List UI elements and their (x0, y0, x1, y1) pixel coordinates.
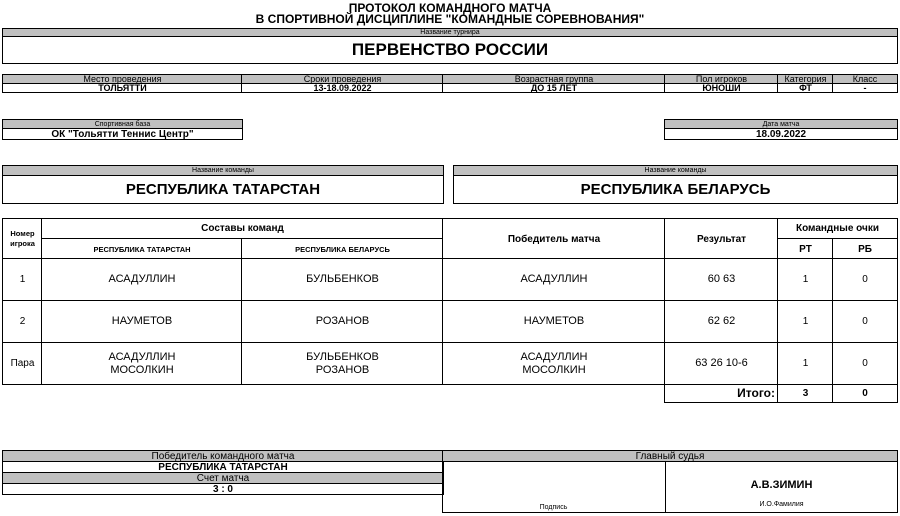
class-label: Класс (832, 74, 898, 84)
row1-points-rt: 1 (777, 258, 834, 301)
signature-field[interactable] (442, 461, 666, 513)
row1-winner: АСАДУЛЛИН (442, 258, 666, 301)
team-points-header: Командные очки (777, 218, 898, 239)
team2-column-header: РЕСПУБЛИКА БЕЛАРУСЬ (241, 238, 444, 260)
points-rb-header: РБ (832, 238, 898, 260)
category-value: ФТ (777, 83, 834, 93)
row3-result: 63 26 10-6 (664, 342, 779, 385)
age-group-label: Возрастная группа (442, 74, 666, 84)
category-label: Категория (777, 74, 834, 84)
team-winner-value: РЕСПУБЛИКА ТАТАРСТАН (2, 461, 444, 473)
row1-team2-player: БУЛЬБЕНКОВ (241, 258, 444, 301)
dates-value: 13-18.09.2022 (241, 83, 444, 93)
match-score-label: Счет матча (2, 472, 444, 484)
row3-team1-player-b: МОСОЛКИН (110, 363, 174, 376)
gender-label: Пол игроков (664, 74, 779, 84)
lineups-header: Составы команд (41, 218, 444, 239)
judge-name-label: И.О.Фамилия (759, 500, 804, 508)
team2-label: Название команды (453, 165, 898, 176)
row2-team1-player: НАУМЕТОВ (41, 300, 243, 343)
team1-column-header: РЕСПУБЛИКА ТАТАРСТАН (41, 238, 243, 260)
age-group-value: ДО 15 ЛЕТ (442, 83, 666, 93)
row3-team2-player-a: БУЛЬБЕНКОВ (306, 350, 379, 363)
row3-winner-b: МОСОЛКИН (522, 363, 586, 376)
row1-number: 1 (2, 258, 43, 301)
total-rt: 3 (777, 384, 834, 403)
total-rb: 0 (832, 384, 898, 403)
row2-points-rt: 1 (777, 300, 834, 343)
gender-value: ЮНОШИ (664, 83, 779, 93)
row3-team2-player-b: РОЗАНОВ (315, 363, 370, 376)
row3-points-rb: 0 (832, 342, 898, 385)
player-number-header (2, 218, 43, 260)
row3-winner (442, 342, 666, 385)
row1-team1-player: АСАДУЛЛИН (41, 258, 243, 301)
dates-label: Сроки проведения (241, 74, 444, 84)
sports-base-value: ОК "Тольятти Теннис Центр" (2, 128, 243, 140)
venue-value: ТОЛЬЯТТИ (2, 83, 243, 93)
judge-name: А.В.ЗИМИН (750, 479, 813, 491)
row2-result: 62 62 (664, 300, 779, 343)
tournament-label: Название турнира (2, 28, 898, 37)
protocol-title: ПРОТОКОЛ КОМАНДНОГО МАТЧА (348, 1, 552, 15)
discipline-title: В СПОРТИВНОЙ ДИСЦИПЛИНЕ "КОМАНДНЫЕ СОРЕВНОВАНИЯ" (255, 12, 645, 26)
winner-column-header: Победитель матча (442, 218, 666, 260)
row3-team1-players (41, 342, 243, 385)
signature-label: Подпись (539, 504, 568, 511)
row2-points-rb: 0 (832, 300, 898, 343)
row3-number: Пара (2, 342, 43, 385)
row2-team2-player: РОЗАНОВ (241, 300, 444, 343)
points-rt-header: РТ (777, 238, 834, 260)
team-winner-label: Победитель командного матча (2, 450, 444, 462)
tournament-name: ПЕРВЕНСТВО РОССИИ (2, 36, 898, 64)
total-label: Итого: (664, 384, 779, 403)
row3-team1-player-a: АСАДУЛЛИН (108, 350, 176, 363)
class-value: - (832, 83, 898, 93)
row3-points-rt: 1 (777, 342, 834, 385)
row2-number: 2 (2, 300, 43, 343)
sports-base-label: Спортивная база (2, 119, 243, 129)
team2-name: РЕСПУБЛИКА БЕЛАРУСЬ (453, 175, 898, 204)
result-column-header: Результат (664, 218, 779, 260)
player-number-header-text: Номер игрока (10, 229, 35, 248)
match-date-label: Дата матча (664, 119, 898, 129)
team1-name: РЕСПУБЛИКА ТАТАРСТАН (2, 175, 444, 204)
row2-winner: НАУМЕТОВ (442, 300, 666, 343)
row1-points-rb: 0 (832, 258, 898, 301)
venue-label: Место проведения (2, 74, 243, 84)
team1-label: Название команды (2, 165, 444, 176)
match-score-value: 3 : 0 (2, 483, 444, 495)
row3-winner-a: АСАДУЛЛИН (520, 350, 588, 363)
match-date-value: 18.09.2022 (664, 128, 898, 140)
row3-team2-players (241, 342, 444, 385)
chief-judge-label: Главный судья (442, 450, 898, 462)
row1-result: 60 63 (664, 258, 779, 301)
